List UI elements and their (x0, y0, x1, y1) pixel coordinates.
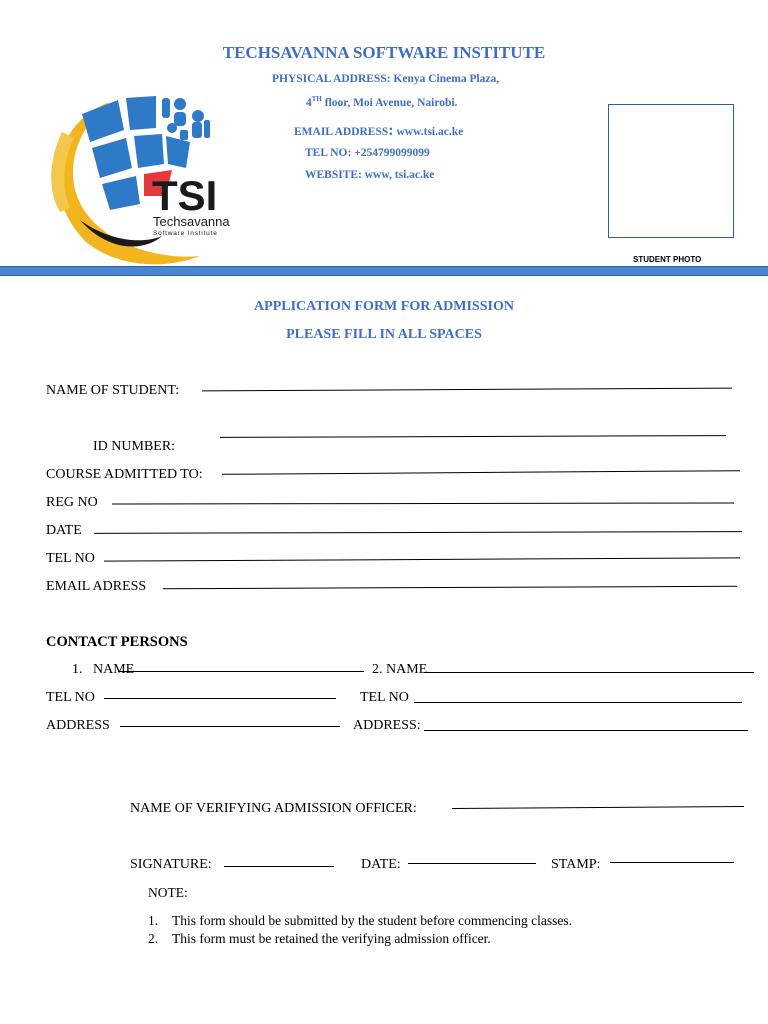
note-item-1-number: 1. (148, 913, 159, 928)
contact2-address-label: ADDRESS: (353, 718, 421, 733)
signature-line[interactable] (224, 866, 334, 867)
institute-name: TECHSAVANNA SOFTWARE INSTITUTE (222, 43, 546, 62)
verification-date-line[interactable] (408, 863, 536, 864)
email-address-label: EMAIL ADRESS (46, 579, 147, 594)
name-of-student-line[interactable] (202, 388, 732, 392)
verifying-officer-label: NAME OF VERIFYING ADMISSION OFFICER: (130, 801, 417, 816)
contact1-number: 1. (72, 662, 83, 677)
email-address-line[interactable] (163, 586, 737, 590)
contact1-name-label: NAME (93, 662, 135, 677)
name-of-student-label: NAME OF STUDENT: (46, 383, 180, 398)
course-admitted-label: COURSE ADMITTED TO: (46, 467, 203, 482)
logo-tile-blue-2 (126, 96, 156, 130)
contact1-tel-line[interactable] (104, 698, 336, 699)
website: WEBSITE: www, tsi.ac.ke (305, 169, 435, 181)
reg-no-label: REG NO (46, 495, 98, 510)
id-number-line[interactable] (220, 435, 726, 438)
note-item-2-number: 2. (148, 931, 159, 946)
contact1-address-label: ADDRESS (46, 718, 110, 733)
logo-tile-blue-4 (134, 134, 164, 168)
date-line[interactable] (94, 531, 742, 534)
contact2-name-line[interactable] (424, 672, 754, 673)
physical-address-line2: 4TH floor, Moi Avenue, Nairobi. (306, 95, 458, 109)
form-title: APPLICATION FORM FOR ADMISSION (254, 299, 514, 314)
id-number-label: ID NUMBER: (93, 439, 176, 454)
note-heading: NOTE: (148, 885, 188, 900)
form-subtitle: PLEASE FILL IN ALL SPACES (286, 327, 482, 342)
tsi-logo-graphic (40, 92, 250, 270)
contact2-tel-label: TEL NO (360, 690, 409, 705)
note-item-1-text: This form should be submitted by the student before commencing classes. (172, 913, 573, 928)
contact1-name-line[interactable] (118, 671, 364, 672)
contact2-address-line[interactable] (424, 730, 748, 731)
verification-date-label: DATE: (361, 857, 401, 872)
logo-letters: TSI (152, 172, 218, 219)
logo-tile-blue-5 (166, 136, 190, 168)
stamp-line[interactable] (610, 862, 734, 863)
header-divider-bar (0, 266, 768, 276)
contact1-address-line[interactable] (120, 726, 340, 727)
course-admitted-line[interactable] (222, 470, 740, 475)
student-photo-box[interactable] (608, 104, 734, 238)
verifying-officer-line[interactable] (452, 806, 744, 809)
stamp-label: STAMP: (551, 857, 601, 872)
tel-number: TEL NO: +254799099099 (305, 147, 430, 159)
contact2-name-label: 2. NAME (372, 662, 428, 677)
contact-persons-heading: CONTACT PERSONS (46, 634, 188, 650)
reg-no-line[interactable] (112, 502, 734, 504)
logo-binary-glyphs (162, 98, 210, 140)
logo-tagline: Software Institute (153, 230, 218, 237)
logo-tile-blue-6 (102, 176, 140, 210)
tsi-logo (40, 92, 250, 270)
logo-tile-blue-1 (82, 100, 124, 142)
note-item-2-text: This form must be retained the verifying admission officer. (172, 931, 491, 946)
date-label: DATE (46, 523, 82, 538)
tel-no-line[interactable] (104, 557, 740, 561)
physical-address-line1: PHYSICAL ADDRESS: Kenya Cinema Plaza, (272, 73, 500, 85)
tel-no-label: TEL NO (46, 551, 95, 566)
email-address: EMAIL ADDRESS: www.tsi.ac.ke (294, 122, 464, 139)
signature-label: SIGNATURE: (130, 857, 212, 872)
contact1-tel-label: TEL NO (46, 690, 95, 705)
contact2-tel-line[interactable] (414, 702, 742, 703)
student-photo-label: STUDENT PHOTO (633, 255, 702, 264)
logo-name: Techsavanna (153, 214, 230, 229)
logo-tile-blue-3 (92, 138, 132, 178)
